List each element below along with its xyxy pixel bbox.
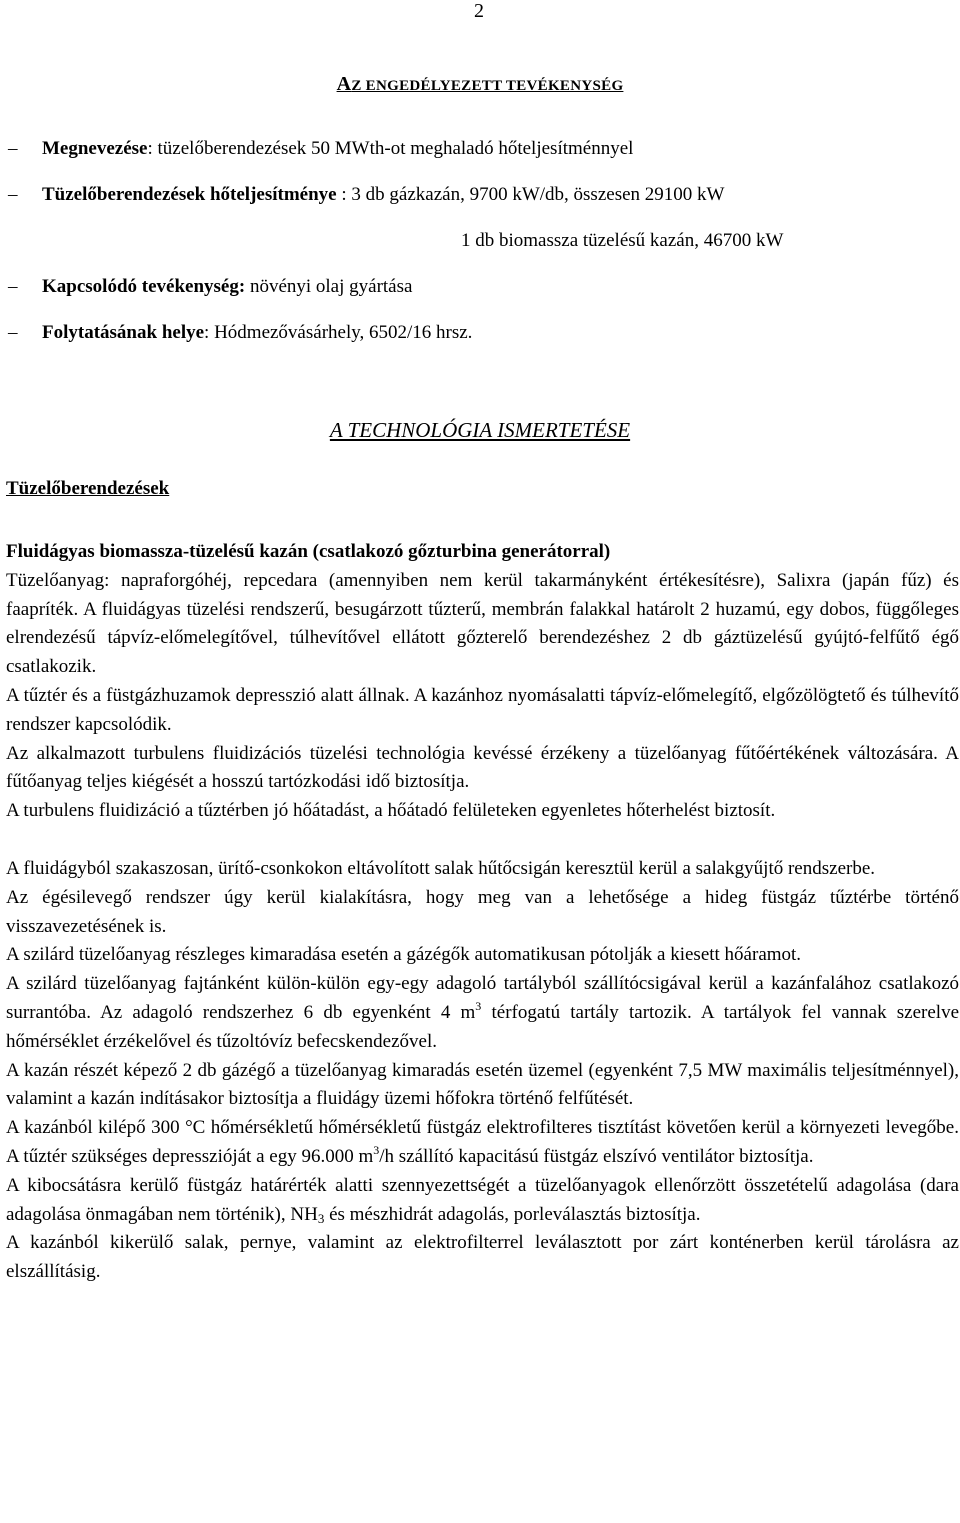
paragraph — [6, 1114, 959, 1172]
paragraph: A turbulens fluidizáció a tűztérben jó hőátadást, a hőátadó felületeken egyenletes hőterhelést biztosít. — [6, 800, 776, 822]
list-item — [8, 183, 953, 229]
item-value: Hódmezővásárhely, 6502/16 hrsz. — [209, 322, 473, 343]
item-label: Tüzelőberendezések hőteljesítménye — [42, 184, 337, 205]
item-separator: : — [147, 138, 153, 159]
paragraph-text: A kibocsátásra kerülő füstgáz határérték alatti szennyezettségét a tüzelőanyagok ellenőrzött összetételű adagolása (dara adagolása önmagában nem történik), NH — [6, 1174, 959, 1225]
activity-list — [8, 137, 953, 367]
list-item — [8, 321, 953, 367]
list-item — [8, 137, 953, 183]
dash-bullet: – — [8, 184, 18, 205]
list-item-continuation — [8, 229, 953, 275]
item-value: növényi olaj gyártása — [245, 276, 413, 297]
item-separator: : — [204, 322, 210, 343]
list-item — [8, 275, 953, 321]
item-separator: : — [336, 184, 347, 205]
section-title-initial: A — [336, 73, 352, 95]
paragraph: A kazánból kikerülő salak, pernye, valamint az elektrofilterrel leválasztott por zárt konténerben kerül tárolásra az elszállításig. — [6, 1232, 959, 1283]
subheading: Tüzelőberendezések — [6, 478, 170, 499]
superscript: 3 — [373, 1142, 380, 1157]
item-value: 3 db gázkazán, 9700 kW/db, összesen 29100 kW — [346, 184, 725, 205]
section-title — [0, 73, 960, 96]
paragraph-text: A szilárd tüzelőanyag fajtánként külön-külön egy-egy adagoló tartályból szállítócsigával kerül a kazánfalához csatlakozó surrantóba. Az adagoló rendszerhez 6 db egyenként 4 m — [6, 973, 959, 1023]
section-title-rest: Z ENGEDÉLYEZETT TEVÉKENYSÉG — [351, 78, 624, 94]
dash-bullet: – — [8, 276, 18, 297]
body-text — [6, 538, 959, 1287]
paragraph-text: térfogatú tartály tartozik. A tartályok fel vannak szerelve hőmérséklet érzékelővel és tűzoltóvíz befecskendezővel. — [6, 1001, 959, 1052]
item-label: Megnevezése — [42, 138, 148, 159]
paragraph: Az alkalmazott turbulens fluidizációs tüzelési technológia kevéssé érzékeny a tüzelőanyag fűtőértékének változására. A fűtőanyag teljes kiégését a hosszú tartózkodási idő biztosítja. — [6, 742, 959, 793]
paragraph: A kazán részét képező 2 db gázégő a tüzelőanyag kimaradás esetén üzemel (egyenként 7,5 MW maximális teljesítménnyel), valamint a kazán indításakor biztosítja a fluidágy üzemi hőfokra történő felfűtését. — [6, 1059, 959, 1110]
paragraph — [6, 1172, 959, 1230]
page-number: 2 — [474, 0, 484, 22]
paragraph: Tüzelőanyag: napraforgóhéj, repcedara (amennyiben nem kerül takarmányként értékesítésre), Salixra (japán fűz) és faapríték. A fluidágyas tüzelési rendszerű, besugárzott tűzterű, membrán falakkal határolt 2 huzamú, egy dobos, függőleges elrendezésű tápvíz-előmelegítővel, túlhevítővel ellátott gőzterelő berendezéshez 2 db gáztüzelésű gyújtó-felfűtő égő csatlakozik. — [6, 569, 959, 678]
technology-title: A TECHNOLÓGIA ISMERTETÉSE — [329, 418, 631, 442]
item-value: 1 db biomassza tüzelésű kazán, 46700 kW — [461, 230, 784, 251]
paragraph-text: és mészhidrát adagolás, porleválasztás biztosítja. — [324, 1203, 701, 1225]
paragraph-text: A kazánból kilépő 300 °C hőmérsékletű hőmérsékletű füstgáz elektrofilteres tisztítást követően kerül a környezeti levegőbe. A tűztér szükséges depresszióját a egy 96.000 m — [6, 1117, 959, 1167]
superscript: 3 — [475, 998, 482, 1013]
dash-bullet: – — [8, 322, 18, 343]
item-value: tüzelőberendezések 50 MWth-ot meghaladó hőteljesítménnyel — [152, 138, 634, 159]
dash-bullet: – — [8, 138, 18, 159]
paragraph: Az égésilevegő rendszer úgy kerül kialakításra, hogy meg van a lehetősége a hideg füstgáz tűztérbe történő visszavezetésének is. — [6, 886, 959, 937]
paragraph: A szilárd tüzelőanyag részleges kimaradása esetén a gázégők automatikusan pótolják a kiesett hőáramot. — [6, 944, 802, 966]
paragraph: A fluidágyból szakaszosan, ürítő-csonkokon eltávolított salak hűtőcsigán keresztül kerül a salakgyűjtő rendszerbe. — [6, 857, 876, 879]
paragraph-heading: Fluidágyas biomassza-tüzelésű kazán (csatlakozó gőzturbina generátorral) — [6, 541, 611, 562]
paragraph — [6, 970, 959, 1056]
subscript: 3 — [317, 1210, 325, 1226]
paragraph-text: /h szállító kapacitású füstgáz elszívó ventilátor biztosítja. — [379, 1145, 814, 1167]
item-label: Kapcsolódó tevékenység: — [42, 276, 246, 297]
item-label: Folytatásának helye — [42, 322, 205, 343]
paragraph: A tűztér és a füstgázhuzamok depresszió alatt állnak. A kazánhoz nyomásalatti tápvíz-előmelegítő, elgőzölögtető és túlhevítő rendszer kapcsolódik. — [6, 684, 959, 735]
